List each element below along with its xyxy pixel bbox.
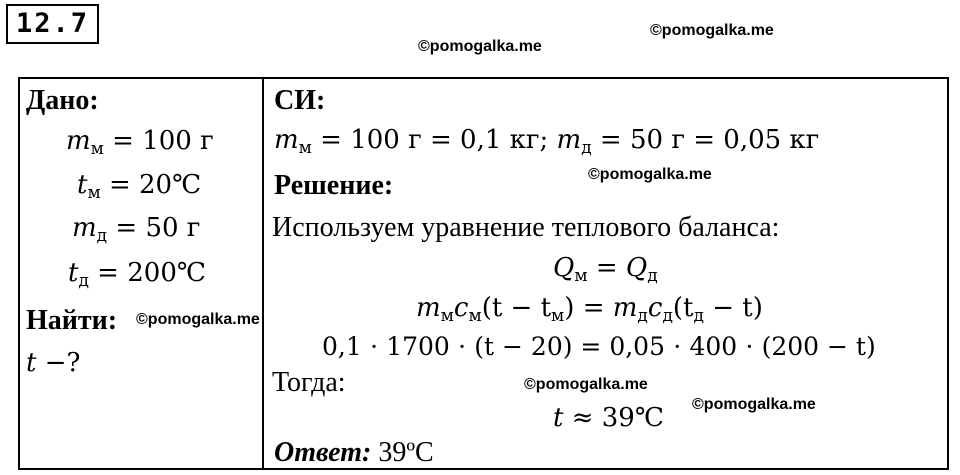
given-m-d: $m_д = 50$ г: [72, 213, 201, 246]
si-conversion: $m_м = 100$ г = 0,1 кг; $m_д = 50$ г = 0,05 кг: [274, 125, 820, 158]
equation-balance: $Q_м = Q_д$: [553, 253, 658, 286]
given-t-m: $t_м$ = 20℃: [77, 170, 202, 203]
watermark: ©pomogalka.me: [588, 166, 712, 183]
column-divider: [262, 77, 264, 470]
given-m-m: $m_м = 100$ г: [66, 126, 214, 159]
watermark: ©pomogalka.me: [136, 311, 260, 328]
solution-intro: Используем уравнение теплового баланса:: [272, 212, 780, 243]
answer: Ответ: 39ºC: [274, 437, 434, 468]
si-title: СИ:: [274, 85, 326, 116]
find-title: Найти:: [26, 305, 118, 336]
watermark: ©pomogalka.me: [524, 376, 648, 393]
watermark: ©pomogalka.me: [650, 22, 774, 39]
find-value: t −?: [26, 348, 81, 378]
result: t ≈ 39℃: [553, 403, 664, 433]
solution-title: Решение:: [274, 170, 394, 201]
watermark: ©pomogalka.me: [418, 38, 542, 55]
watermark: ©pomogalka.me: [692, 396, 816, 413]
given-t-d: $t_д$ = 200℃: [68, 258, 206, 291]
then-label: Тогда:: [272, 367, 346, 398]
equation-heat: $m_мc_м(t - t_м) = m_дc_д(t_д - t)$: [416, 293, 763, 326]
problem-number: 12.7: [6, 4, 99, 44]
given-title: Дано:: [26, 85, 99, 116]
equation-numeric: 0,1 ⋅ 1700 ⋅ (t − 20) = 0,05 ⋅ 400 ⋅ (200 − t): [322, 332, 876, 361]
